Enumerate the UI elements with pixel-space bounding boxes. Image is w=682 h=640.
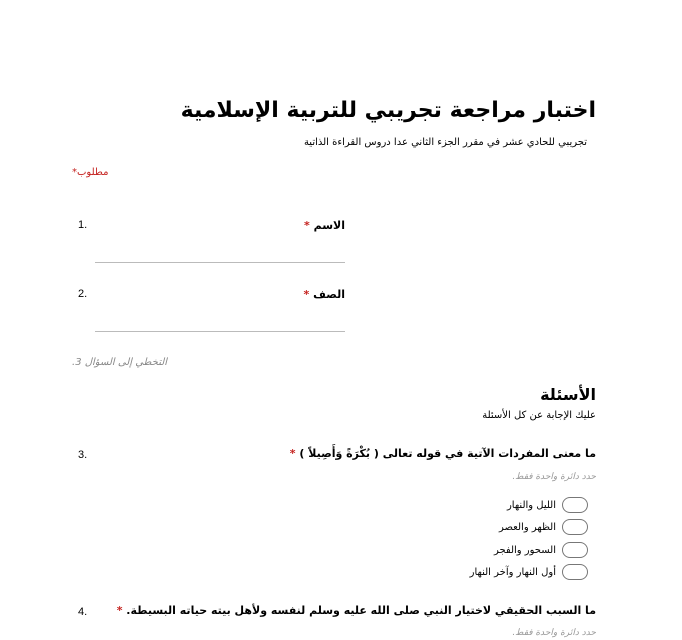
question-text: ما معنى المفردات الآتية في قوله تعالى ( بُكْرَةً وَأَصِيلاً ): [299, 447, 596, 460]
form-description: تجريبي للحادي عشر في مقرر الجزء الثاني عدا دروس القراءة الذاتية: [303, 137, 587, 148]
required-star: *: [303, 288, 310, 301]
question-label-class: [304, 288, 345, 301]
option-label: الظهر والعصر: [498, 521, 556, 533]
question-text: الاسم: [313, 219, 345, 232]
question-number: 1.: [78, 219, 88, 231]
name-input[interactable]: [95, 262, 345, 263]
required-star: *: [116, 604, 123, 617]
question-number: 2.: [78, 288, 88, 300]
question-number: 4.: [78, 606, 88, 618]
radio-button[interactable]: [562, 542, 588, 558]
required-note: مطلوب*: [72, 167, 109, 178]
question-label-q4: [117, 604, 596, 617]
question-hint: حدد دائرة واحدة فقط.: [512, 628, 596, 638]
option-suhoor-fajr[interactable]: [494, 541, 588, 559]
option-start-end-day[interactable]: [470, 563, 588, 581]
question-text: ما السبب الحقيقي لاختيار النبي صلى الله عليه وسلم لنفسه ولأهل بيته حياته البسيطة.: [126, 604, 596, 617]
question-label-name: [304, 219, 345, 232]
form-title: اختبار مراجعة تجريبي للتربية الإسلامية: [180, 98, 596, 123]
radio-button[interactable]: [562, 564, 588, 580]
option-label: الليل والنهار: [506, 499, 556, 511]
question-hint: حدد دائرة واحدة فقط.: [512, 472, 596, 482]
question-number: 3.: [78, 449, 88, 461]
section-description: عليك الإجابة عن كل الأسئلة: [482, 410, 596, 421]
option-noon-afternoon[interactable]: [499, 518, 588, 536]
question-text: الصف: [313, 288, 345, 301]
option-label: أول النهار وآخر النهار: [469, 566, 556, 578]
class-input[interactable]: [95, 331, 345, 332]
required-star: *: [289, 447, 296, 460]
option-label: السحور والفجر: [493, 544, 556, 556]
section-title: الأسئلة: [540, 385, 596, 404]
required-star: *: [303, 219, 310, 232]
skip-note: التخطي إلى السؤال 3.: [72, 357, 168, 368]
question-label-q3: [290, 447, 596, 460]
radio-button[interactable]: [562, 497, 588, 513]
option-night-day[interactable]: [507, 496, 588, 514]
radio-button[interactable]: [562, 519, 588, 535]
